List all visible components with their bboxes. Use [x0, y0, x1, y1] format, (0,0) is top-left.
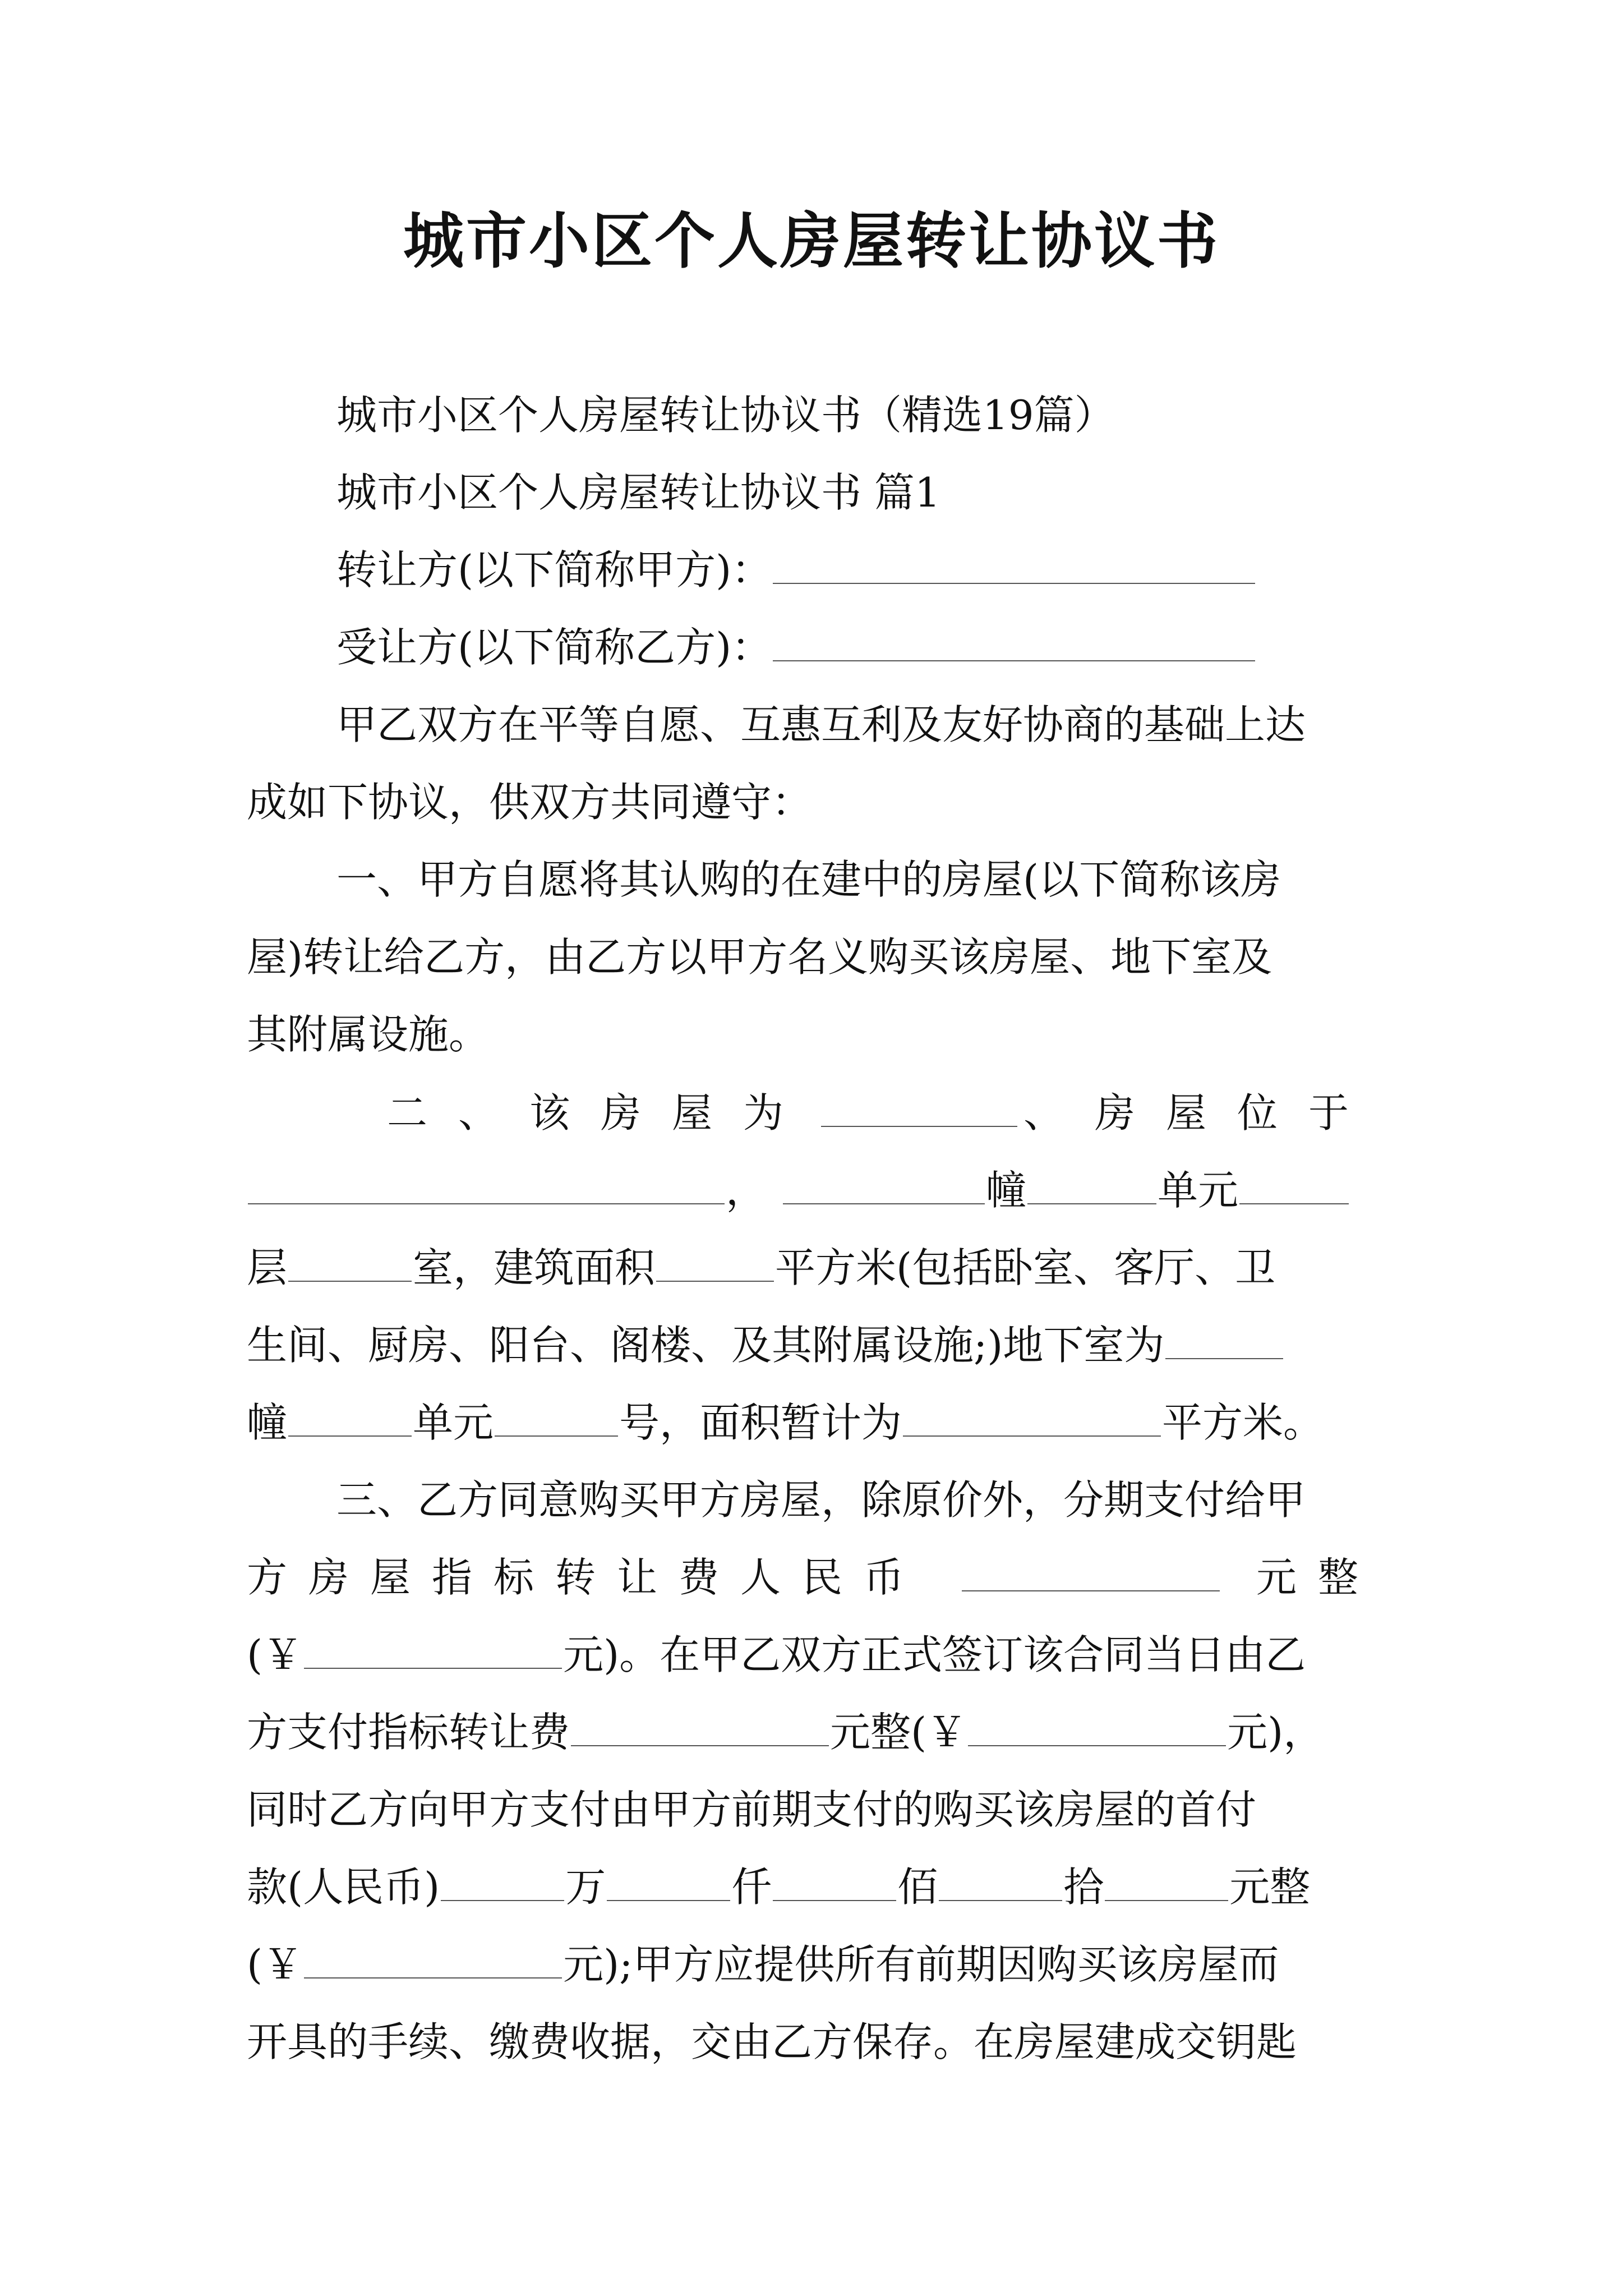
- basement-area-blank[interactable]: [903, 1396, 1161, 1437]
- party-a-blank[interactable]: [773, 544, 1255, 584]
- party-a-line: [336, 531, 1256, 609]
- clause2-l4-a: 生间、厨房、阳台、阁楼、及其附属设施;)地下室为: [247, 1322, 1165, 1369]
- clause2-l2-c: 单元: [1158, 1167, 1239, 1214]
- clause2-line-1: [387, 1074, 1380, 1152]
- clause3-l4-c: 元)，: [1227, 1709, 1324, 1756]
- shi-blank[interactable]: [939, 1861, 1062, 1901]
- clause3-l7-a: (￥: [247, 1941, 303, 1988]
- clause2-l5-c: 号，面积暂计为: [619, 1399, 902, 1446]
- clause2-l1-b: 、房屋位于: [1023, 1089, 1380, 1137]
- clause3-line-7: [247, 1925, 1380, 2004]
- clause2-l2-a: ，: [726, 1167, 767, 1214]
- clause3-line-5: 同时乙方向甲方支付由甲方前期支付的购买该房屋的首付: [247, 1786, 1257, 1833]
- clause1-line-2: 屋)转让给乙方，由乙方以甲方名义购买该房屋、地下室及: [247, 933, 1272, 981]
- basement-unit-blank[interactable]: [288, 1396, 412, 1437]
- intro-line-2: 成如下协议，供双方共同遵守：: [247, 779, 813, 826]
- clause3-line-1: 三、乙方同意购买甲方房屋，除原价外，分期支付给甲: [336, 1476, 1306, 1524]
- clause2-l5-a: 幢: [247, 1399, 288, 1446]
- clause3-line-8: 开具的手续、缴费收据，交由乙方保存。在房屋建成交钥匙: [247, 2018, 1297, 2065]
- clause2-line-4: [247, 1306, 1380, 1384]
- clause2-l5-b: 单元: [413, 1399, 494, 1446]
- basement-number-blank[interactable]: [495, 1396, 618, 1437]
- section-heading: 城市小区个人房屋转让协议书 篇1: [336, 469, 940, 516]
- clause3-l2-a: 方房屋指标转让费人民币: [247, 1554, 926, 1601]
- party-b-line: [336, 608, 1256, 687]
- clause2-line-5: [247, 1383, 1380, 1462]
- transfer-fee-blank[interactable]: [571, 1706, 829, 1746]
- transfer-fee-figure-blank[interactable]: [968, 1706, 1226, 1746]
- floor-blank[interactable]: [1239, 1164, 1349, 1204]
- clause1-line-3: 其附属设施。: [247, 1011, 490, 1058]
- house-type-blank[interactable]: [821, 1087, 1017, 1127]
- page-title: 城市小区个人房屋转让协议书: [403, 206, 1220, 277]
- intro-line-1: 甲乙双方在平等自愿、互惠互利及友好协商的基础上达: [336, 701, 1306, 748]
- clause3-line-3: [247, 1616, 1380, 1694]
- clause3-l2-b: 元整: [1256, 1554, 1380, 1601]
- bai-blank[interactable]: [773, 1861, 896, 1901]
- clause3-l6-c: 仟: [731, 1864, 772, 1911]
- location-blank[interactable]: [248, 1164, 725, 1204]
- clause2-l2-b: 幢: [986, 1167, 1027, 1214]
- yuan-blank[interactable]: [1105, 1861, 1228, 1901]
- clause3-l6-e: 拾: [1063, 1864, 1104, 1911]
- party-b-label: 受让方(以下简称乙方)：: [336, 624, 772, 671]
- fee-amount-blank[interactable]: [962, 1551, 1220, 1591]
- party-a-label: 转让方(以下简称甲方)：: [336, 546, 772, 593]
- down-payment-figure-blank[interactable]: [304, 1938, 562, 1978]
- clause3-l7-b: 元);甲方应提供所有前期因购买该房屋而: [563, 1941, 1279, 1988]
- clause3-l4-b: 元整(￥: [830, 1709, 967, 1756]
- clause2-l3-b: 室，建筑面积: [413, 1244, 656, 1291]
- building-blank[interactable]: [783, 1164, 985, 1204]
- clause3-l6-a: 款(人民币): [247, 1864, 440, 1911]
- clause2-l1-a: 二、该房屋为: [387, 1089, 815, 1137]
- subtitle: 城市小区个人房屋转让协议书（精选19篇）: [336, 392, 1115, 439]
- basement-building-blank[interactable]: [1165, 1319, 1283, 1359]
- clause3-line-4: [247, 1693, 1380, 1772]
- clause3-l3-b: 元)。在甲乙双方正式签订该合同当日由乙: [563, 1631, 1306, 1678]
- clause3-line-6: [247, 1848, 1380, 1926]
- clause3-line-2: [247, 1538, 1380, 1617]
- clause3-l6-f: 元整: [1229, 1864, 1311, 1911]
- wan-blank[interactable]: [441, 1861, 564, 1901]
- clause3-l6-b: 万: [565, 1864, 606, 1911]
- qian-blank[interactable]: [607, 1861, 730, 1901]
- clause3-l6-d: 佰: [897, 1864, 938, 1911]
- party-b-blank[interactable]: [773, 621, 1255, 661]
- clause2-line-2: [247, 1151, 1380, 1230]
- room-blank[interactable]: [288, 1241, 412, 1282]
- clause2-line-3: [247, 1228, 1380, 1307]
- clause2-l5-d: 平方米。: [1162, 1399, 1324, 1446]
- fee-figure-blank[interactable]: [304, 1628, 562, 1669]
- clause1-line-1: 一、甲方自愿将其认购的在建中的房屋(以下简称该房: [336, 856, 1281, 903]
- clause3-l4-a: 方支付指标转让费: [247, 1709, 570, 1756]
- area-blank[interactable]: [656, 1241, 774, 1282]
- clause2-l3-a: 层: [247, 1244, 288, 1291]
- clause2-l3-c: 平方米(包括卧室、客厅、卫: [775, 1244, 1276, 1291]
- clause3-l3-a: (￥: [247, 1631, 303, 1678]
- unit-blank[interactable]: [1027, 1164, 1156, 1204]
